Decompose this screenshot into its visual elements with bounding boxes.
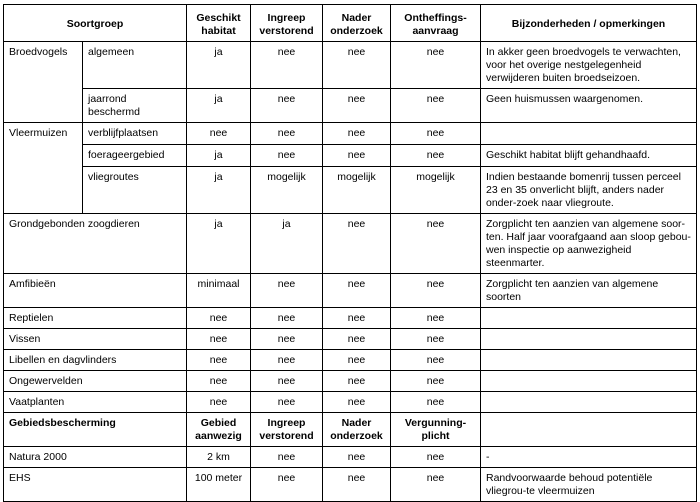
table-row bbox=[4, 371, 697, 392]
ontheffing-cell: nee bbox=[391, 274, 481, 308]
table-row bbox=[4, 392, 697, 413]
habitat-cell: ja bbox=[187, 42, 251, 89]
habitat-cell: ja bbox=[187, 167, 251, 214]
header-geschikt-habitat: Geschikt habitat bbox=[187, 5, 251, 42]
header-gebied-aanwezig: Gebied aanwezig bbox=[187, 413, 251, 447]
table-row bbox=[4, 167, 697, 214]
ontheffing-cell: nee bbox=[391, 308, 481, 329]
ontheffing-cell: nee bbox=[391, 214, 481, 274]
habitat-cell: ja bbox=[187, 89, 251, 123]
opmerking-cell: Randvoorwaarde behoud potentiële vliegrou-te vleermuizen bbox=[481, 468, 697, 502]
ingreep-cell: ja bbox=[251, 214, 323, 274]
nader-cell: nee bbox=[323, 329, 391, 350]
header-ingreep-verstorend: Ingreep verstorend bbox=[251, 5, 323, 42]
ingreep-cell: nee bbox=[251, 447, 323, 468]
group-cell: Vleermuizen bbox=[4, 123, 83, 214]
sub-cell: foerageergebied bbox=[83, 145, 187, 167]
opmerking-cell bbox=[481, 329, 697, 350]
header-vergunningplicht: Vergunning-plicht bbox=[391, 413, 481, 447]
vergunning-cell: nee bbox=[391, 468, 481, 502]
header-nader-onderzoek: Nader onderzoek bbox=[323, 5, 391, 42]
table-row bbox=[4, 468, 697, 502]
ingreep-cell: nee bbox=[251, 392, 323, 413]
gebied-name-cell: Natura 2000 bbox=[4, 447, 187, 468]
table-row bbox=[4, 329, 697, 350]
ingreep-cell: nee bbox=[251, 123, 323, 145]
ingreep-cell: nee bbox=[251, 89, 323, 123]
group-cell: Amfibieën bbox=[4, 274, 187, 308]
soortgroep-table bbox=[3, 4, 697, 502]
opmerking-cell: In akker geen broedvogels te verwachten, voor het overige nestgelegenheid verwijderen buiten broedseizoen. bbox=[481, 42, 697, 89]
table-row bbox=[4, 214, 697, 274]
ontheffing-cell: mogelijk bbox=[391, 167, 481, 214]
ontheffing-cell: nee bbox=[391, 123, 481, 145]
nader-cell: mogelijk bbox=[323, 167, 391, 214]
nader-cell: nee bbox=[323, 123, 391, 145]
nader-cell: nee bbox=[323, 392, 391, 413]
header-soortgroep: Soortgroep bbox=[4, 5, 187, 42]
ingreep-cell: nee bbox=[251, 274, 323, 308]
ingreep-cell: nee bbox=[251, 371, 323, 392]
table-row bbox=[4, 274, 697, 308]
opmerking-cell bbox=[481, 123, 697, 145]
nader-cell: nee bbox=[323, 447, 391, 468]
ingreep-cell: nee bbox=[251, 468, 323, 502]
ingreep-cell: mogelijk bbox=[251, 167, 323, 214]
ontheffing-cell: nee bbox=[391, 350, 481, 371]
table-row bbox=[4, 350, 697, 371]
table-row bbox=[4, 123, 697, 145]
vergunning-cell: nee bbox=[391, 447, 481, 468]
habitat-cell: nee bbox=[187, 371, 251, 392]
aanwezig-cell: 100 meter bbox=[187, 468, 251, 502]
habitat-cell: nee bbox=[187, 350, 251, 371]
ontheffing-cell: nee bbox=[391, 89, 481, 123]
ingreep-cell: nee bbox=[251, 350, 323, 371]
sub-cell: jaarrond beschermd bbox=[83, 89, 187, 123]
nader-cell: nee bbox=[323, 468, 391, 502]
habitat-cell: ja bbox=[187, 214, 251, 274]
group-cell: Reptielen bbox=[4, 308, 187, 329]
nader-cell: nee bbox=[323, 350, 391, 371]
header-empty bbox=[481, 413, 697, 447]
sub-cell: algemeen bbox=[83, 42, 187, 89]
table-row bbox=[4, 145, 697, 167]
nader-cell: nee bbox=[323, 371, 391, 392]
ontheffing-cell: nee bbox=[391, 371, 481, 392]
group-cell: Libellen en dagvlinders bbox=[4, 350, 187, 371]
opmerking-cell: Indien bestaande bomenrij tussen perceel 23 en 35 onverlicht blijft, anders nader onder-zoek naar vliegroute. bbox=[481, 167, 697, 214]
nader-cell: nee bbox=[323, 308, 391, 329]
ontheffing-cell: nee bbox=[391, 392, 481, 413]
aanwezig-cell: 2 km bbox=[187, 447, 251, 468]
opmerking-cell bbox=[481, 350, 697, 371]
group-cell: Ongewervelden bbox=[4, 371, 187, 392]
table-row bbox=[4, 89, 697, 123]
group-cell: Grondgebonden zoogdieren bbox=[4, 214, 187, 274]
sub-cell: vliegroutes bbox=[83, 167, 187, 214]
gebied-name-cell: EHS bbox=[4, 468, 187, 502]
ingreep-cell: nee bbox=[251, 329, 323, 350]
ontheffing-cell: nee bbox=[391, 145, 481, 167]
opmerking-cell: Zorgplicht ten aanzien van algemene soor-ten. Half jaar voorafgaand aan sloop gebou-wen inspectie op aanwezigheid steenmarter. bbox=[481, 214, 697, 274]
ingreep-cell: nee bbox=[251, 145, 323, 167]
table-row bbox=[4, 447, 697, 468]
habitat-cell: ja bbox=[187, 145, 251, 167]
header-row bbox=[4, 5, 697, 42]
nader-cell: nee bbox=[323, 89, 391, 123]
header-gebiedsbescherming: Gebiedsbescherming bbox=[4, 413, 187, 447]
header-ingreep-verstorend-gebied: Ingreep verstorend bbox=[251, 413, 323, 447]
habitat-cell: nee bbox=[187, 123, 251, 145]
nader-cell: nee bbox=[323, 42, 391, 89]
habitat-cell: nee bbox=[187, 329, 251, 350]
group-cell: Vissen bbox=[4, 329, 187, 350]
ontheffing-cell: nee bbox=[391, 329, 481, 350]
nader-cell: nee bbox=[323, 274, 391, 308]
habitat-cell: minimaal bbox=[187, 274, 251, 308]
opmerking-cell: Zorgplicht ten aanzien van algemene soorten bbox=[481, 274, 697, 308]
group-cell: Broedvogels bbox=[4, 42, 83, 123]
header-nader-onderzoek-gebied: Nader onderzoek bbox=[323, 413, 391, 447]
opmerking-cell: Geen huismussen waargenomen. bbox=[481, 89, 697, 123]
nader-cell: nee bbox=[323, 214, 391, 274]
opmerking-cell: Geschikt habitat blijft gehandhaafd. bbox=[481, 145, 697, 167]
header-bijzonderheden: Bijzonderheden / opmerkingen bbox=[481, 5, 697, 42]
sub-cell: verblijfplaatsen bbox=[83, 123, 187, 145]
opmerking-cell: - bbox=[481, 447, 697, 468]
ingreep-cell: nee bbox=[251, 308, 323, 329]
gebied-header-row bbox=[4, 413, 697, 447]
group-cell: Vaatplanten bbox=[4, 392, 187, 413]
nader-cell: nee bbox=[323, 145, 391, 167]
opmerking-cell bbox=[481, 371, 697, 392]
ontheffing-cell: nee bbox=[391, 42, 481, 89]
opmerking-cell bbox=[481, 392, 697, 413]
ingreep-cell: nee bbox=[251, 42, 323, 89]
opmerking-cell bbox=[481, 308, 697, 329]
habitat-cell: nee bbox=[187, 308, 251, 329]
table-row bbox=[4, 42, 697, 89]
header-ontheffingsaanvraag: Ontheffings-aanvraag bbox=[391, 5, 481, 42]
table-row bbox=[4, 308, 697, 329]
habitat-cell: nee bbox=[187, 392, 251, 413]
